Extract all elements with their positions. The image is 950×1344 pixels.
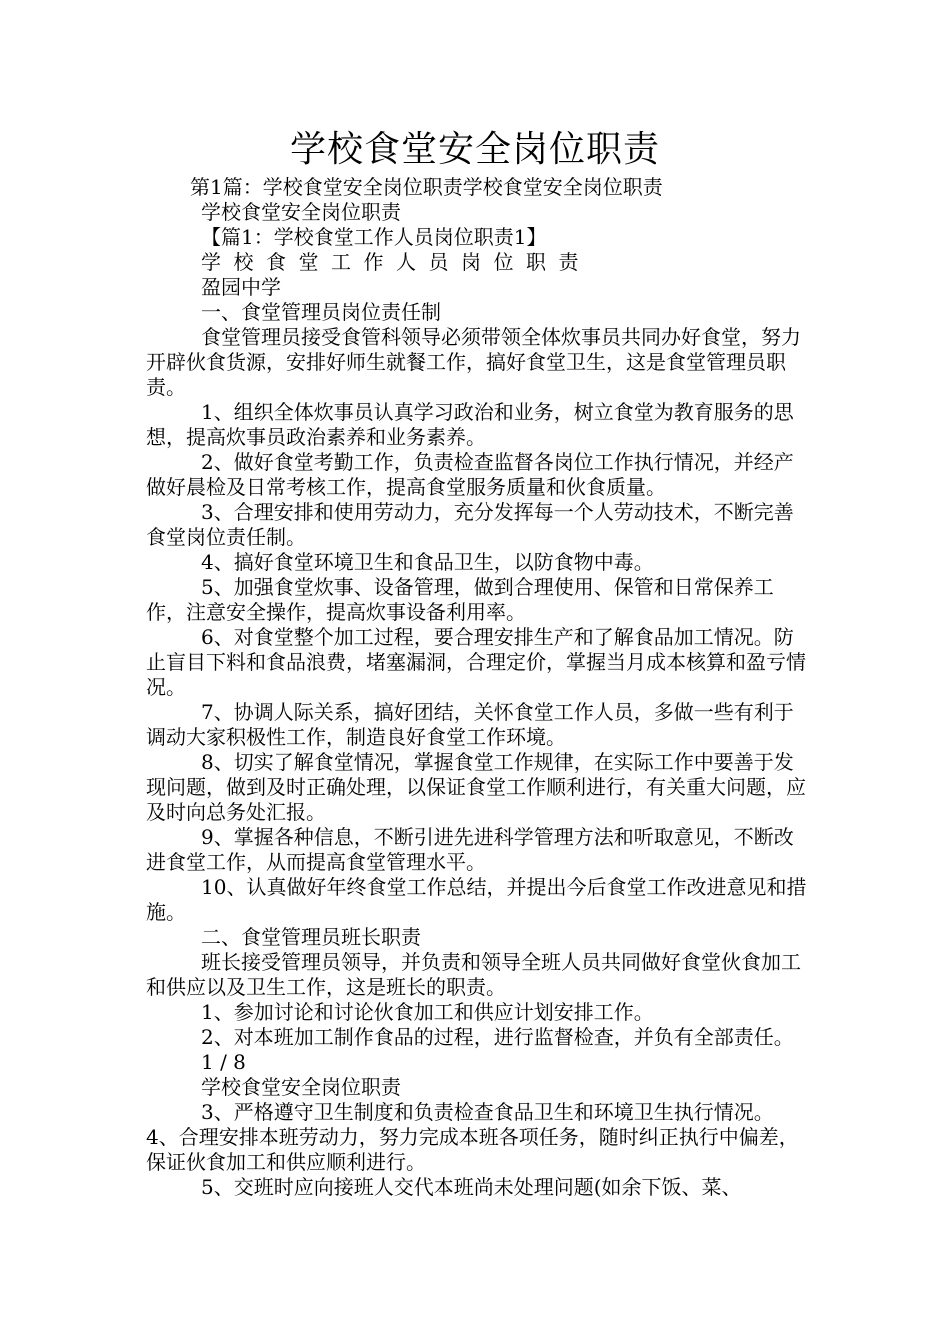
paragraph: 2、对本班加工制作食品的过程，进行监督检查，并负有全部责任。 bbox=[201, 1025, 794, 1049]
page-number: 1 / 8 bbox=[201, 1050, 246, 1074]
document-subtitle: 学校食堂安全岗位职责 bbox=[201, 200, 401, 224]
running-header: 学校食堂安全岗位职责 bbox=[201, 1075, 401, 1099]
document-body bbox=[146, 175, 810, 1200]
paragraph: 5、加强食堂炊事、设备管理，做到合理使用、保管和日常保养工作，注意安全操作，提高炊事设备利用率。 bbox=[146, 575, 774, 624]
chapter-heading: 【篇1：学校食堂工作人员岗位职责1】 bbox=[201, 225, 547, 249]
paragraph: 1、组织全体炊事员认真学习政治和业务，树立食堂为教育服务的思想，提高炊事员政治素养和业务素养。 bbox=[146, 400, 794, 449]
paragraph: 8、切实了解食堂情况，掌握食堂工作规律，在实际工作中要善于发现问题，做到及时正确处理，以保证食堂工作顺利进行，有关重大问题，应及时向总务处汇报。 bbox=[146, 750, 806, 824]
section-heading: 二、食堂管理员班长职责 bbox=[201, 925, 421, 949]
document-title: 学校食堂安全岗位职责 bbox=[289, 129, 660, 170]
paragraph: 5、交班时应向接班人交代本班尚未处理问题(如余下饭、菜、 bbox=[201, 1175, 742, 1199]
paragraph: 7、协调人际关系，搞好团结，关怀食堂工作人员，多做一些有利于调动大家积极性工作，制造良好食堂工作环境。 bbox=[146, 700, 794, 749]
paragraph: 3、合理安排和使用劳动力，充分发挥每一个人劳动技术，不断完善食堂岗位责任制。 bbox=[146, 500, 794, 549]
paragraph: 1、参加讨论和讨论伙食加工和供应计划安排工作。 bbox=[201, 1000, 654, 1024]
paragraph: 6、对食堂整个加工过程，要合理安排生产和了解食品加工情况。防止盲目下料和食品浪费，堵塞漏洞，合理定价，掌握当月成本核算和盈亏情况。 bbox=[146, 625, 806, 699]
paragraph: 9、掌握各种信息，不断引进先进科学管理方法和听取意见，不断改进食堂工作，从而提高食堂管理水平。 bbox=[146, 825, 794, 874]
paragraph: 3、严格遵守卫生制度和负责检查食品卫生和环境卫生执行情况。 4、合理安排本班劳动力，努力完成本班各项任务，随时纠正执行中偏差，保证伙食加工和供应顺利进行。 bbox=[146, 1100, 799, 1174]
paragraph: 食堂管理员接受食管科领导必须带领全体炊事员共同办好食堂，努力开辟伙食货源，安排好师生就餐工作，搞好食堂卫生，这是食堂管理员职责。 bbox=[146, 325, 801, 399]
spaced-heading: 学校食堂工作人员岗位职责 bbox=[201, 250, 591, 274]
section-heading: 一、食堂管理员岗位责任制 bbox=[201, 300, 441, 324]
paragraph: 班长接受管理员领导，并负责和领导全班人员共同做好食堂伙食加工和供应以及卫生工作，这是班长的职责。 bbox=[146, 950, 801, 999]
article-heading: 第1篇：学校食堂安全岗位职责学校食堂安全岗位职责 bbox=[190, 175, 663, 199]
paragraph: 2、做好食堂考勤工作，负责检查监督各岗位工作执行情况，并经产做好晨检及日常考核工作，提高食堂服务质量和伙食质量。 bbox=[146, 450, 794, 499]
school-name: 盈园中学 bbox=[201, 275, 281, 299]
paragraph: 4、搞好食堂环境卫生和食品卫生，以防食物中毒。 bbox=[201, 550, 654, 574]
paragraph: 10、认真做好年终食堂工作总结，并提出今后食堂工作改进意见和措施。 bbox=[146, 875, 807, 924]
